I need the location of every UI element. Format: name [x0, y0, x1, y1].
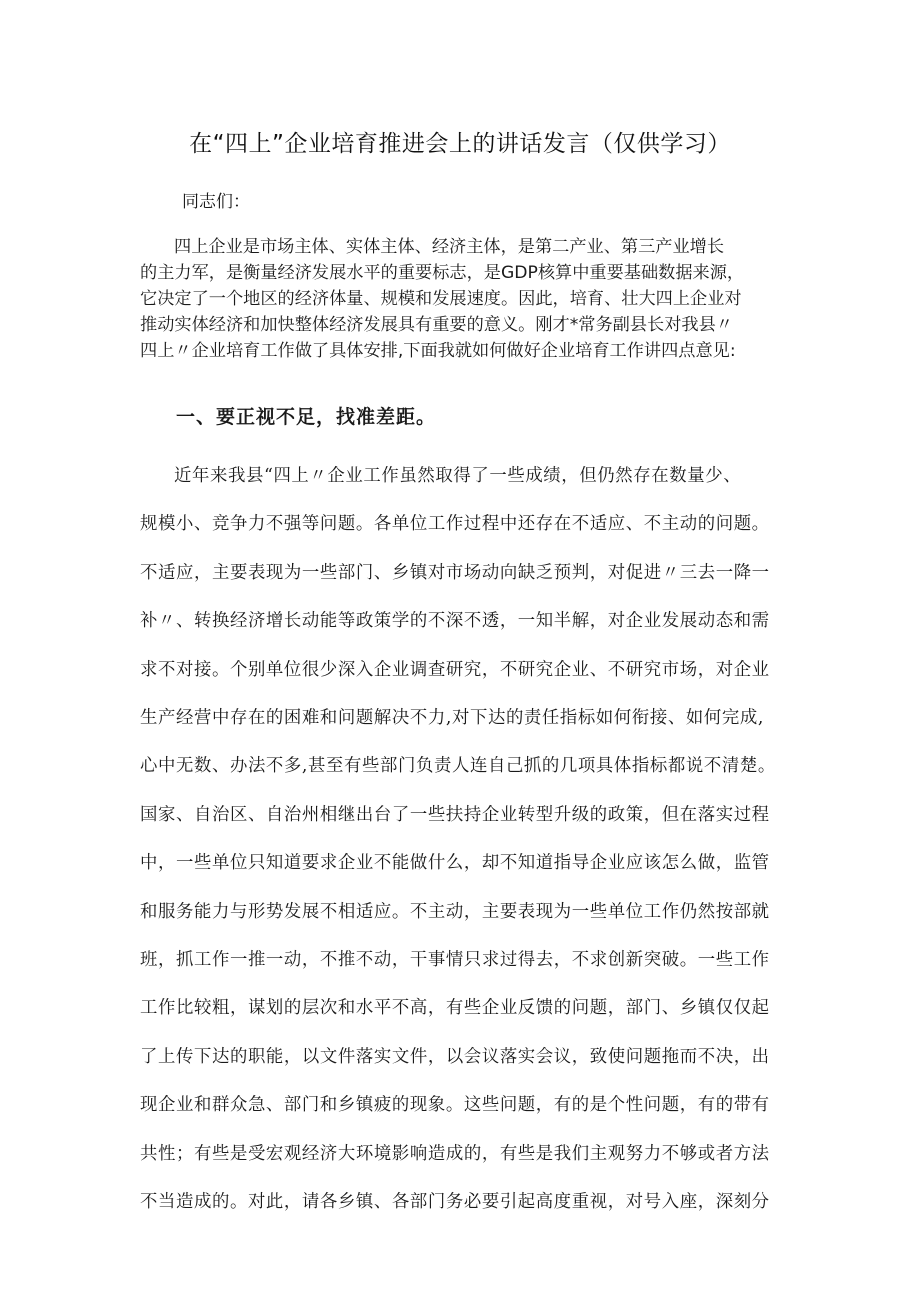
paragraph-line: 国家、自治区、自治州相继出台了一些扶持企业转型升级的政策，但在落实过程	[140, 804, 770, 825]
intro-paragraph	[140, 234, 788, 364]
paragraph-line: 近年来我县“四上〃企业工作虽然取得了一些成绩，但仍然存在数量少、	[174, 466, 742, 486]
paragraph-line: 现企业和群众急、部门和乡镇疲的现象。这些问题，有的是个性问题，有的带有	[140, 1095, 770, 1116]
page-title: 在“四上”企业培育推进会上的讲话发言（仅供学习）	[189, 131, 731, 157]
salutation: 同志们：	[182, 192, 250, 212]
paragraph-line: 推动实体经济和加快整体经济发展具有重要的意义。刚才*常务副县长对我县〃	[140, 315, 733, 335]
paragraph-line: 四上企业是市场主体、实体主体、经济主体，是第二产业、第三产业增长	[174, 237, 725, 257]
paragraph-line: 规模小、竞争力不强等问题。各单位工作过程中还存在不适应、不主动的问题。	[140, 514, 770, 535]
paragraph-line: 不适应，主要表现为一些部门、乡镇对市场动向缺乏预判，对促进〃三去一降一	[140, 562, 770, 583]
paragraph-line: 求不对接。个别单位很少深入企业调查研究，不研究企业、不研究市场，对企业	[140, 659, 770, 680]
section-heading: 一、要正视不足，找准差距。	[176, 406, 437, 428]
paragraph-line: 的主力军，是衡量经济发展水平的重要标志，是GDP核算中重要基础数据来源，	[140, 263, 745, 283]
paragraph-line: 工作比较粗，谋划的层次和水平不高，有些企业反馈的问题，部门、乡镇仅仅起	[140, 998, 770, 1019]
paragraph-line: 和服务能力与形势发展不相适应。不主动，主要表现为一些单位工作仍然按部就	[140, 901, 770, 922]
paragraph-line: 不当造成的。对此，请各乡镇、各部门务必要引起高度重视，对号入座，深刻分	[140, 1192, 770, 1213]
paragraph-line: 它决定了一个地区的经济体量、规模和发展速度。因此，培育、壮大四上企业对	[140, 289, 742, 309]
paragraph-line: 了上传下达的职能，以文件落实文件，以会议落实会议，致使问题拖而不决，出	[140, 1046, 770, 1067]
paragraph-line: 共性；有些是受宏观经济大环境影响造成的，有些是我们主观努力不够或者方法	[140, 1143, 770, 1164]
body-paragraph	[140, 452, 788, 1227]
paragraph-line: 中，一些单位只知道要求企业不能做什么，却不知道指导企业应该怎么做，监管	[140, 853, 770, 874]
paragraph-line: 补〃、转换经济增长动能等政策学的不深不透，一知半解，对企业发展动态和需	[140, 611, 770, 632]
paragraph-line: 班，抓工作一推一动，不推不动，干事情只求过得去，不求创新突破。一些工作	[140, 950, 770, 971]
paragraph-line: 生产经营中存在的困难和问题解决不力,对下达的责任指标如何衔接、如何完成,	[140, 708, 764, 729]
paragraph-line: 四上〃企业培育工作做了具体安排,下面我就如何做好企业培育工作讲四点意见:	[140, 341, 736, 361]
paragraph-line: 心中无数、办法不多,甚至有些部门负责人连自己抓的几项具体指标都说不清楚。	[140, 756, 776, 777]
